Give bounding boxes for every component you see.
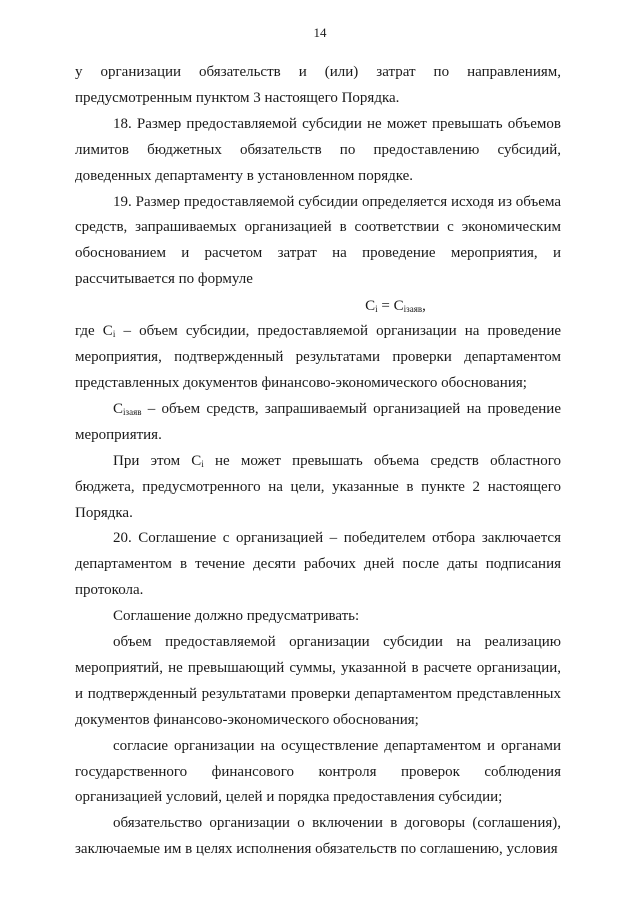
note-text: не может превышать объема средств областного бюджета, предусмотренного на цели, указанные в пункте 2 настоящего Порядка. — [75, 452, 561, 521]
definition-ciz-sub: iзаяв — [123, 406, 142, 417]
definition-ci-text: – объем субсидии, предоставляемой организации на проведение мероприятия, подтвержденный результатами проверки департаментом представленных документов финансово-экономического обоснования; — [75, 323, 562, 391]
note-prefix: При этом C — [113, 452, 202, 469]
paragraph-18: 18. Размер предоставляемой субсидии не может превышать объемов лимитов бюджетных обязательств по предоставлению субсидий, доведенных департаменту в установленном порядке. — [75, 115, 561, 184]
formula — [75, 293, 561, 319]
formula-lhs: C — [365, 298, 376, 315]
formula-rhs-sub: iзаяв — [403, 304, 423, 315]
paragraph-20: 20. Соглашение с организацией – победителем отбора заключается департаментом в течение десяти рабочих дней после даты подписания протокола. — [75, 530, 561, 599]
agreement-item-3: обязательство организации о включении в договоры (соглашения), заключаемые им в целях исполнения обязательств по соглашению, условия — [75, 815, 561, 858]
formula-lhs-sub: i — [375, 304, 378, 315]
paragraph-continuation: у организации обязательств и (или) затрат по направлениям, предусмотренным пунктом 3 настоящего Порядка. — [75, 64, 561, 106]
definition-ci-sub: i — [112, 329, 116, 340]
agreement-item-1: объем предоставляемой организации субсидии на реализацию мероприятий, не превышающий суммы, указанной в расчете организации, и подтвержденный результатами проверки департаментом представленных документов финансово-экономического обоснования; — [75, 634, 561, 728]
definition-ciz-prefix: C — [113, 400, 124, 417]
document-body — [75, 60, 561, 863]
paragraph-19: 19. Размер предоставляемой субсидии определяется исходя из объема средств, запрашиваемых организацией в соответствии с экономическим обоснованием и расчетом затрат на проведение мероприятия, и рассчитывается по формуле — [75, 193, 561, 288]
agreement-item-2: согласие организации на осуществление департаментом и органами государственного финансового контроля проверок соблюдения организацией условий, целей и порядка предоставления субсидии; — [75, 737, 561, 806]
page-number: 14 — [313, 25, 327, 40]
formula-tail: , — [422, 298, 426, 315]
definition-ciz — [75, 397, 561, 449]
definition-ciz-text: – объем средств, запрашиваемый организацией на проведение мероприятия. — [75, 400, 561, 443]
note-sub: i — [201, 458, 204, 469]
agreement-intro: Соглашение должно предусматривать: — [113, 608, 360, 625]
definition-ci-prefix: где C — [75, 323, 113, 340]
definition-ci — [75, 319, 561, 397]
formula-eq: = C — [377, 298, 404, 315]
note-paragraph — [75, 449, 561, 527]
